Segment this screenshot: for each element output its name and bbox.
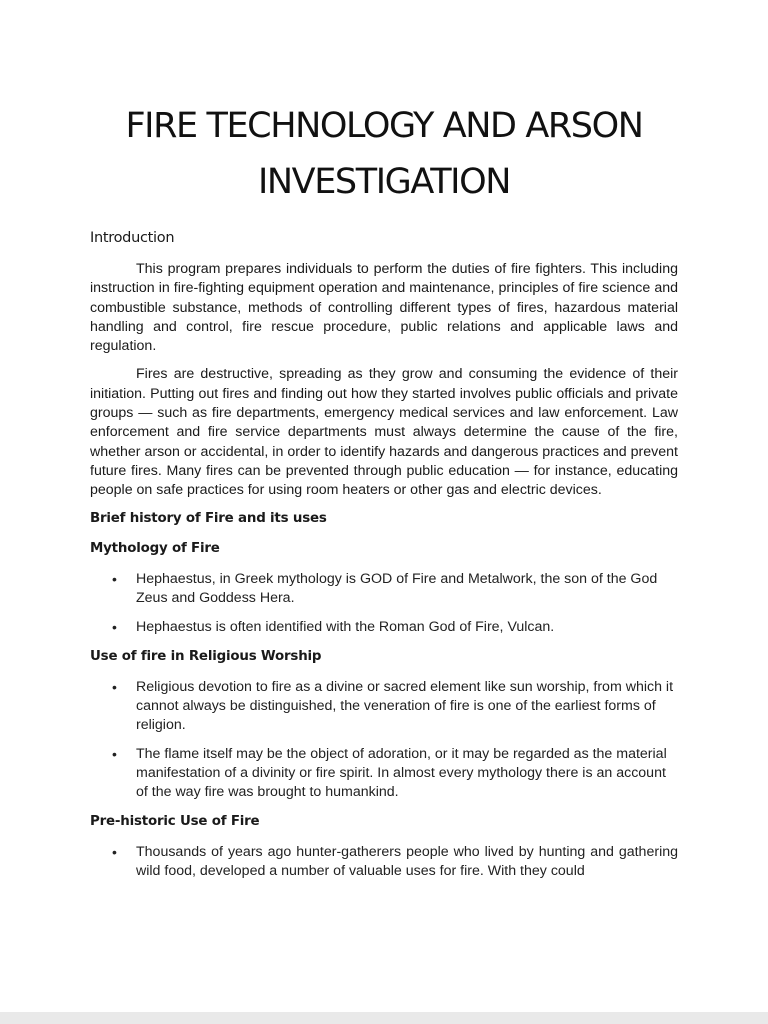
list-item-text: Religious devotion to fire as a divine or sacred element like sun worship, from which it cannot always be distinguished, the veneration of fire is one of the earliest forms of religion. [136, 678, 674, 733]
religious-worship-list [90, 678, 678, 802]
bullet-icon: • [112, 843, 117, 860]
list-item [90, 618, 678, 637]
bullet-icon: • [112, 570, 117, 587]
list-item-text: Hephaestus is often identified with the Roman God of Fire, Vulcan. [136, 618, 555, 635]
title-line-2: INVESTIGATION [257, 162, 511, 202]
bullet-icon: • [112, 618, 117, 635]
religious-worship-heading: Use of fire in Religious Worship [90, 648, 322, 664]
list-item [90, 745, 678, 802]
intro-paragraph-1: This program prepares individuals to perform the duties of fire fighters. This including instruction in fire-fighting equipment operation and maintenance, principles of fire science and combustible substance, methods of controlling different types of fires, hazardous material handling and control, fire rescue procedure, public relations and applicable laws and regulation. [90, 261, 678, 355]
bullet-icon: • [112, 678, 117, 695]
list-item-text: Hephaestus, in Greek mythology is GOD of Fire and Metalwork, the son of the God Zeus and Goddess Hera. [136, 570, 658, 606]
list-item [90, 570, 678, 608]
mythology-heading: Mythology of Fire [90, 540, 220, 556]
document-body [90, 229, 678, 892]
mythology-list [90, 570, 678, 637]
prehistoric-use-heading: Pre-historic Use of Fire [90, 813, 260, 829]
intro-paragraph-2: Fires are destructive, spreading as they grow and consuming the evidence of their initiation. Putting out fires and finding out how they started involves public officials and private groups — such as fire departments, emergency medical services and law enforcement. Law enforcement and fire service departments must always determine the cause of the fire, whether arson or accidental, in order to identify hazards and dangerous practices and prevent future fires. Many fires can be prevented through public education — for instance, educating people on safe practices for using room heaters or other gas and electric devices. [90, 366, 678, 499]
introduction-heading: Introduction [90, 230, 175, 246]
list-item-text: The flame itself may be the object of adoration, or it may be regarded as the material manifestation of a divinity or fire spirit. In almost every mythology there is an account of the way fire was brought to humankind. [136, 745, 667, 800]
prehistoric-use-list [90, 843, 678, 881]
document-title [60, 98, 708, 210]
bullet-icon: • [112, 745, 117, 762]
list-item-text: Thousands of years ago hunter-gatherers people who lived by hunting and gathering wild food, developed a number of valuable uses for fire. With they could [136, 843, 678, 879]
list-item [90, 678, 678, 735]
title-line-1: FIRE TECHNOLOGY AND ARSON [125, 106, 643, 146]
history-heading: Brief history of Fire and its uses [90, 510, 327, 526]
page-bottom-edge [0, 1012, 768, 1024]
list-item [90, 843, 678, 881]
